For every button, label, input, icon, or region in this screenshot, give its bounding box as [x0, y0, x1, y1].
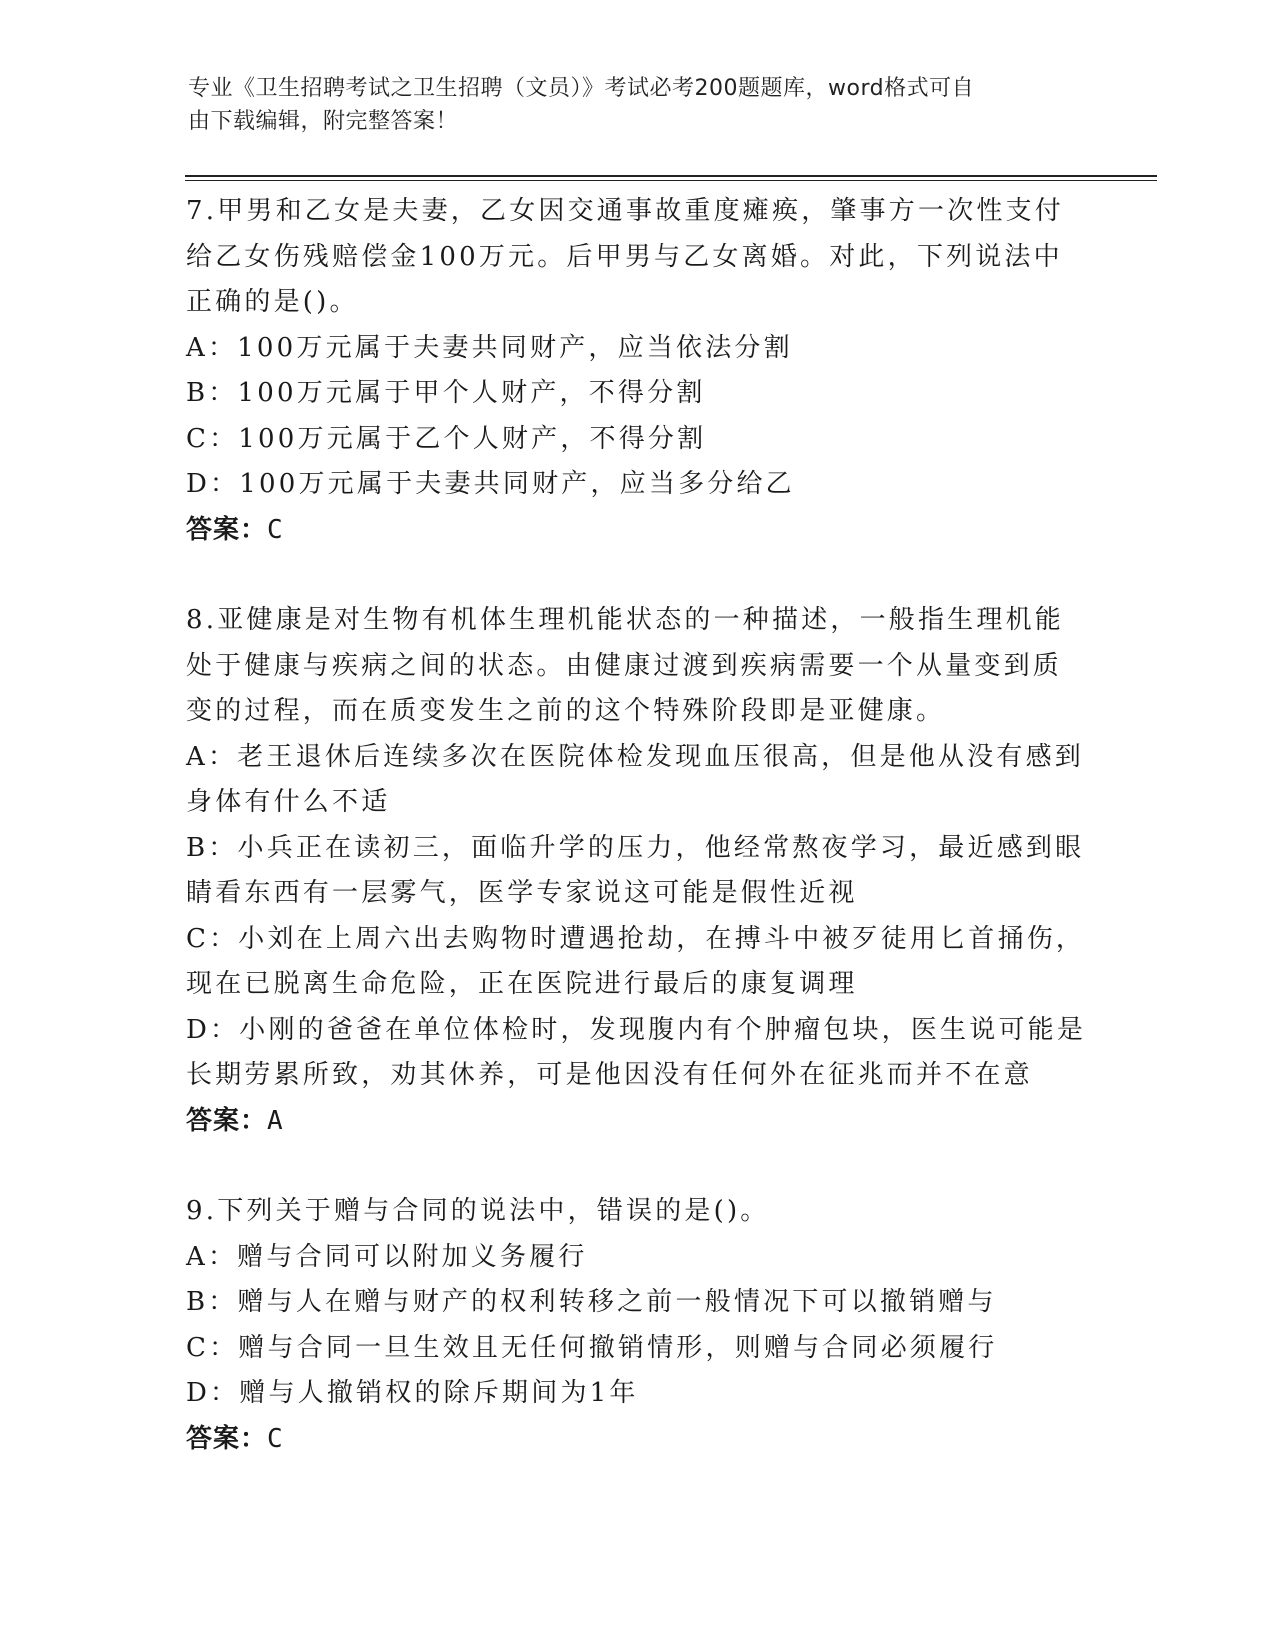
question-8: [186, 598, 1086, 1144]
question-text-line: 8.亚健康是对生物有机体生理机能状态的一种描述，一般指生理机能: [186, 605, 1065, 635]
header-line-1: 专业《卫生招聘考试之卫生招聘（文员）》考试必考200题题库，word格式可自: [188, 76, 975, 101]
question-list: [186, 189, 1086, 1507]
option-d: D：100万元属于夫妻共同财产，应当多分给乙: [186, 469, 795, 499]
question-text-line: 9.下列关于赠与合同的说法中，错误的是()。: [186, 1196, 770, 1226]
answer-line: [186, 1099, 1086, 1145]
answer-line: [186, 508, 1086, 554]
option-b-continued: 睛看东西有一层雾气，医学专家说这可能是假性近视: [186, 878, 858, 908]
option-c-continued: 现在已脱离生命危险，正在医院进行最后的康复调理: [186, 969, 858, 999]
question-text-line: 正确的是()。: [186, 287, 359, 317]
option-a: A：赠与合同可以附加义务履行: [186, 1241, 588, 1272]
answer-label: 答案：: [186, 1423, 268, 1454]
question-text-line: 变的过程，而在质变发生之前的这个特殊阶段即是亚健康。: [186, 696, 946, 726]
header-divider-thick: [185, 175, 1157, 177]
answer-value: C: [267, 514, 284, 545]
question-text-line: 7.甲男和乙女是夫妻，乙女因交通事故重度瘫痪，肇事方一次性支付: [186, 196, 1065, 226]
question-text-line: 处于健康与疾病之间的状态。由健康过渡到疾病需要一个从量变到质: [186, 650, 1063, 681]
question-9: [186, 1189, 1086, 1462]
document-header: [188, 72, 1068, 138]
answer-value: A: [267, 1105, 284, 1136]
header-divider-thin: [185, 180, 1157, 181]
answer-value: C: [267, 1423, 284, 1454]
option-a: A：100万元属于夫妻共同财产，应当依法分割: [186, 332, 793, 363]
option-c: C：小刘在上周六出去购物时遭遇抢劫，在搏斗中被歹徒用匕首捅伤，: [186, 923, 1086, 954]
option-c: C：100万元属于乙个人财产，不得分割: [186, 423, 707, 454]
question-7: [186, 189, 1086, 553]
option-b: B：小兵正在读初三，面临升学的压力，他经常熬夜学习，最近感到眼: [186, 832, 1085, 863]
option-d-continued: 长期劳累所致，劝其休养，可是他因没有任何外在征兆而并不在意: [186, 1060, 1033, 1090]
answer-line: [186, 1417, 1086, 1463]
option-a-continued: 身体有什么不适: [186, 787, 391, 817]
option-a: A：老王退休后连续多次在医院体检发现血压很高，但是他从没有感到: [186, 741, 1084, 772]
header-line-2: 由下载编辑，附完整答案！: [188, 109, 459, 134]
option-d: D：赠与人撤销权的除斥期间为1年: [186, 1378, 639, 1408]
answer-label: 答案：: [186, 514, 268, 545]
option-b: B：赠与人在赠与财产的权利转移之前一般情况下可以撤销赠与: [186, 1287, 997, 1317]
option-b: B：100万元属于甲个人财产，不得分割: [186, 378, 706, 408]
question-text-line: 给乙女伤残赔偿金100万元。后甲男与乙女离婚。对此，下列说法中: [186, 241, 1063, 272]
option-c: C：赠与合同一旦生效且无任何撤销情形，则赠与合同必须履行: [186, 1332, 998, 1363]
answer-label: 答案：: [186, 1105, 268, 1136]
option-d: D：小刚的爸爸在单位体检时，发现腹内有个肿瘤包块，医生说可能是: [186, 1014, 1087, 1045]
